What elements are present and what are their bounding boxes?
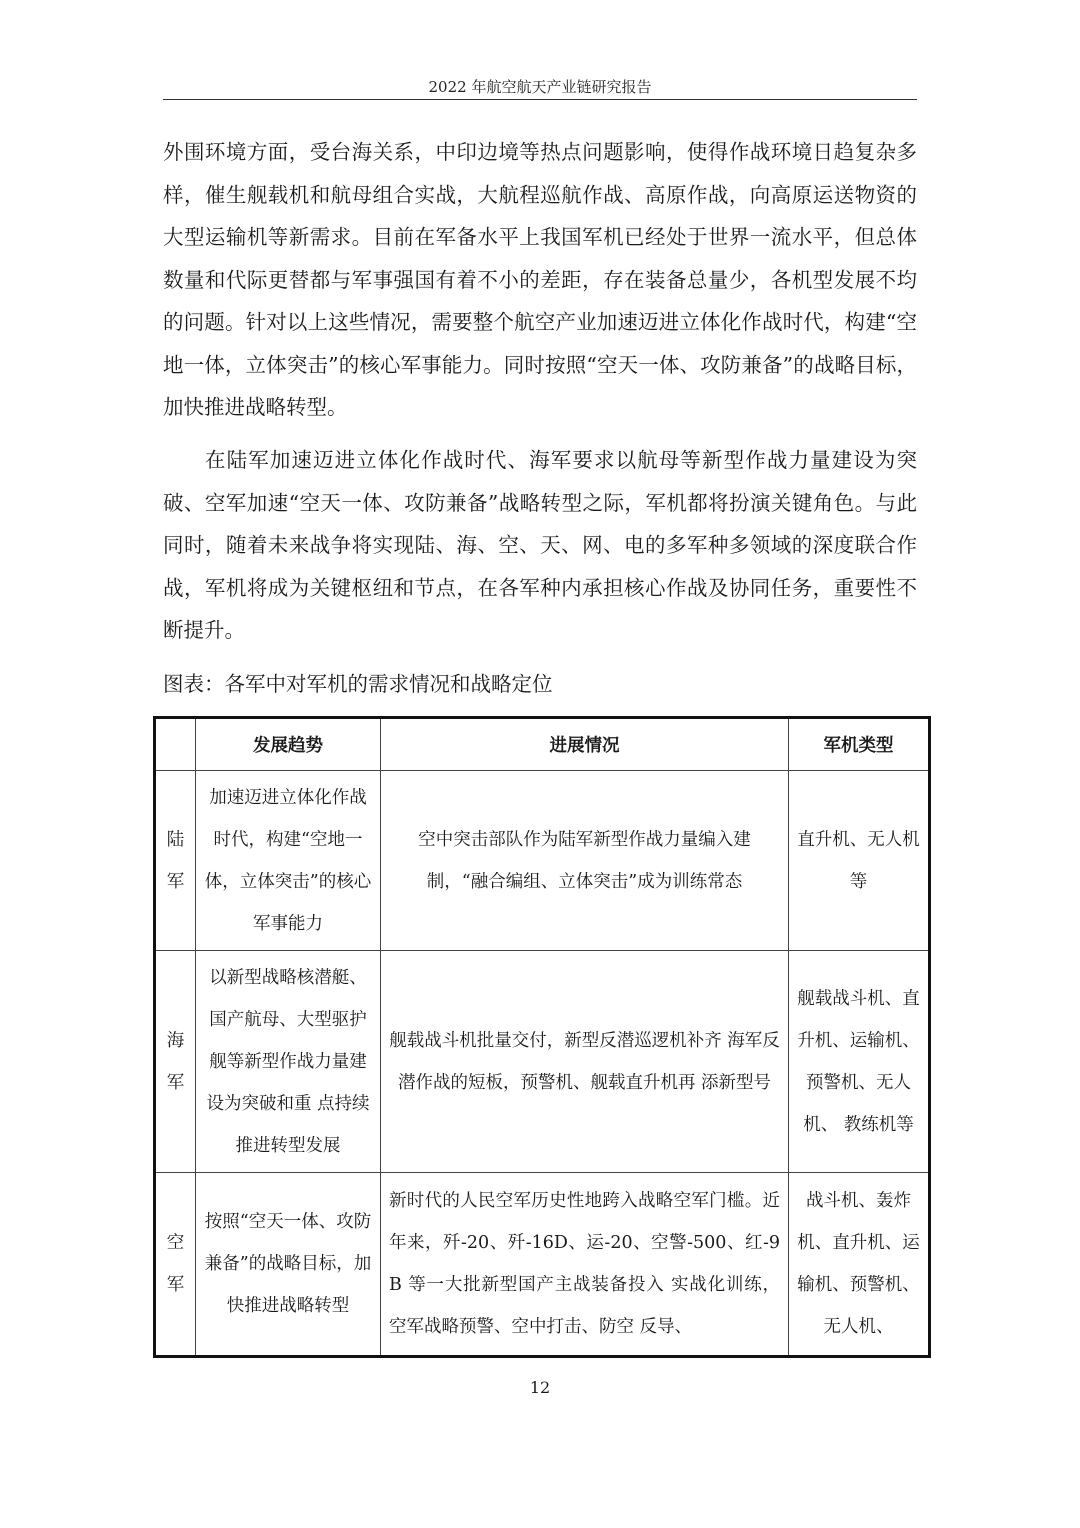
header-trend: 发展趋势 — [196, 718, 381, 771]
table-row — [155, 951, 930, 1173]
table-row — [155, 771, 930, 951]
header-progress: 进展情况 — [381, 718, 789, 771]
table-caption: 图表：各军中对军机的需求情况和战略定位 — [163, 672, 553, 696]
progress-cell: 新时代的人民空军历史性地跨入战略空军门槛。近年来，歼-20、歼-16D、运-20、空警-500、红-9B 等一大批新型国产主战装备投入 实战化训练，空军战略预警、空中打击、防空 反导、 — [381, 1173, 789, 1357]
aircraft-types-cell: 战斗机、轰炸机、直升机、运输机、预警机、无人机、 — [789, 1173, 930, 1357]
header-rule — [163, 99, 917, 100]
table-header-row — [155, 718, 930, 771]
page-header-title: 2022 年航空航天产业链研究报告 — [428, 78, 652, 96]
trend-cell: 按照“空天一体、攻防兼备”的战略目标，加快推进战略转型 — [196, 1173, 381, 1357]
service-navy: 海军 — [155, 951, 196, 1173]
requirements-table — [153, 716, 931, 1358]
trend-cell: 以新型战略核潜艇、国产航母、大型驱护舰等新型作战力量建设为突破和重 点持续推进转型发展 — [196, 951, 381, 1173]
progress-cell: 空中突击部队作为陆军新型作战力量编入建制，“融合编组、立体突击”成为训练常态 — [381, 771, 789, 951]
paragraph-2: 在陆军加速迈进立体化作战时代、海军要求以航母等新型作战力量建设为突破、空军加速“空天一体、攻防兼备”战略转型之际，军机都将扮演关键角色。与此同时，随着未来战争将实现陆、海、空、天、网、电的多军种多领域的深度联合作战，军机将成为关键枢纽和节点，在各军种内承担核心作战及协同任务，重要性不断提升。 — [163, 448, 917, 642]
aircraft-types-cell: 舰载战斗机、直升机、运输机、 预警机、无人机、 教练机等 — [789, 951, 930, 1173]
paragraph-1: 外围环境方面，受台海关系，中印边境等热点问题影响，使得作战环境日趋复杂多样，催生舰载机和航母组合实战，大航程巡航作战、高原作战，向高原运送物资的大型运输机等新需求。目前在军备水平上我国军机已经处于世界一流水平，但总体数量和代际更替都与军事强国有着不小的差距，存在装备总量少，各机型发展不均的问题。针对以上这些情况，需要整个航空产业加速迈进立体化作战时代，构建“空地一体，立体突击”的核心军事能力。同时按照“空天一体、攻防兼备”的战略目标，加快推进战略转型。 — [163, 140, 917, 419]
page-number: 12 — [529, 1378, 551, 1397]
service-army: 陆军 — [155, 771, 196, 951]
aircraft-types-cell: 直升机、无人机等 — [789, 771, 930, 951]
header-aircraft-types: 军机类型 — [789, 718, 930, 771]
service-air-force: 空军 — [155, 1173, 196, 1357]
table-row — [155, 1173, 930, 1357]
trend-cell: 加速迈进立体化作战时代，构建“空地一体，立体突击”的核心军事能力 — [196, 771, 381, 951]
header-service — [155, 718, 196, 771]
progress-cell: 舰载战斗机批量交付，新型反潜巡逻机补齐 海军反潜作战的短板，预警机、舰载直升机再 添新型号 — [381, 951, 789, 1173]
